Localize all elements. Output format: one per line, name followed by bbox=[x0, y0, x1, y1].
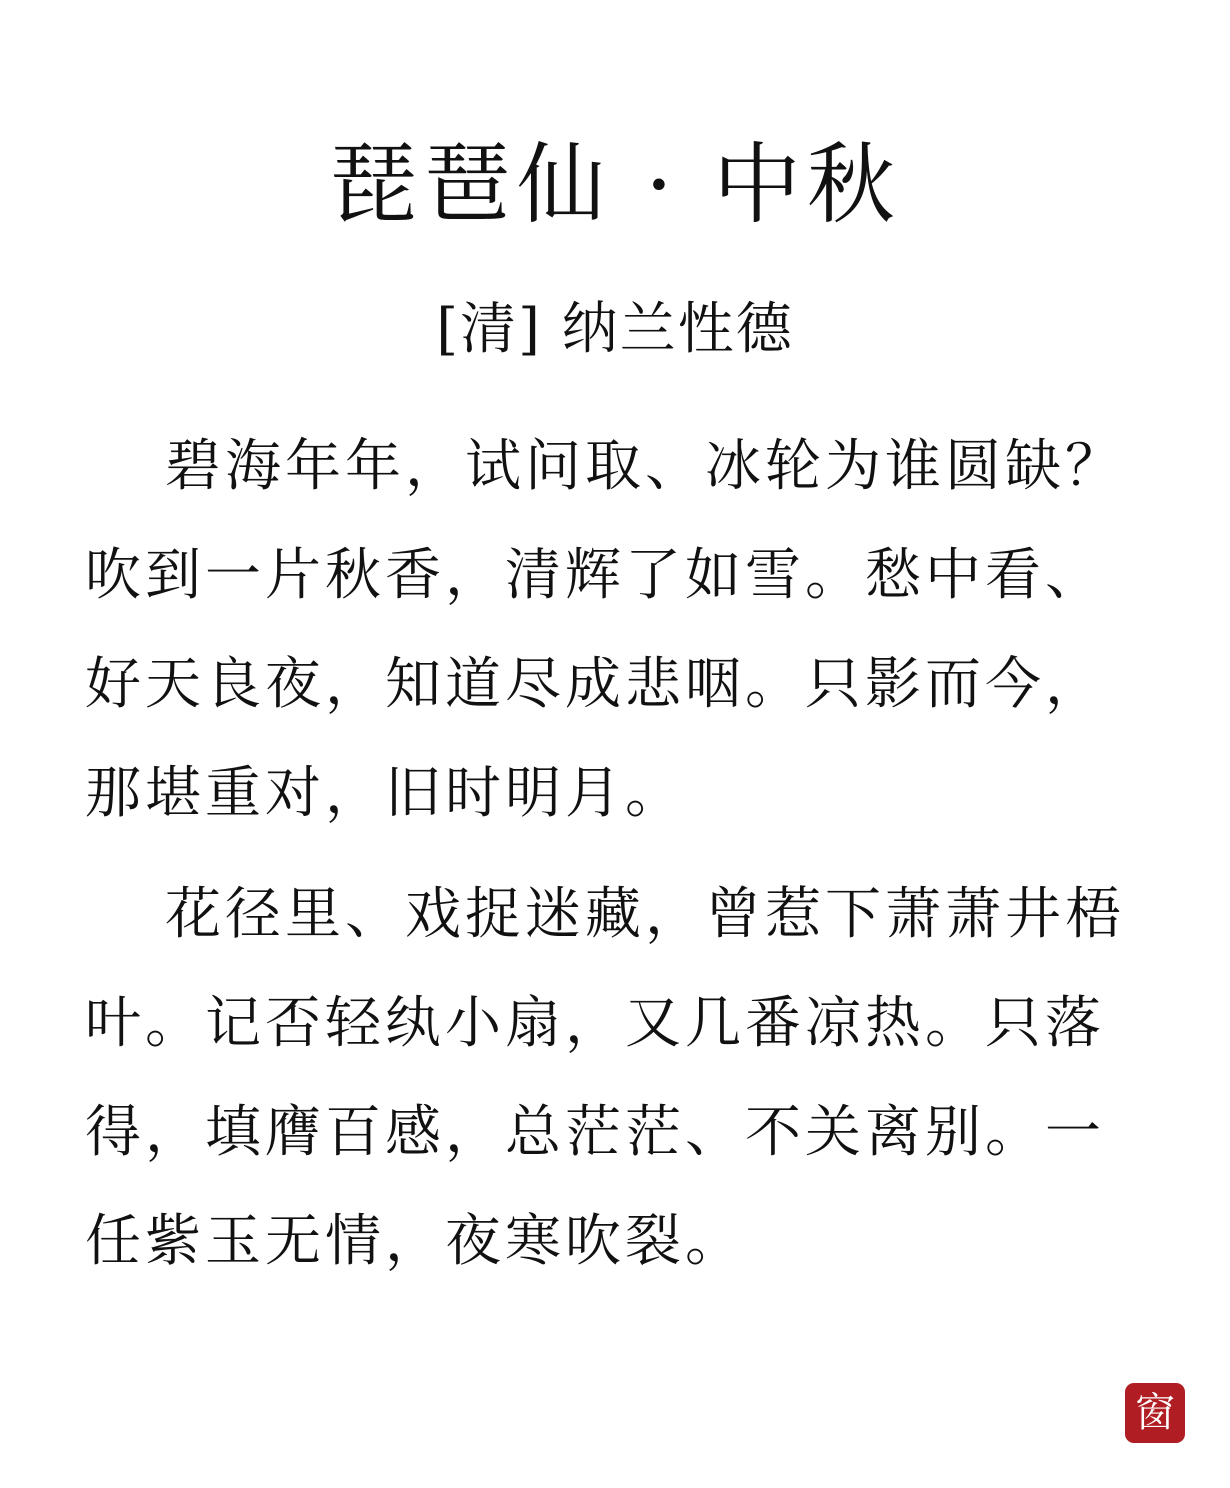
seal-stamp: 窗 bbox=[1125, 1383, 1185, 1443]
poem-author: [清] 纳兰性德 bbox=[436, 297, 794, 362]
poem-stanza-2: 花径里、戏捉迷藏，曾惹下萧萧井梧叶。记否轻纨小扇，又几番凉热。只落得，填膺百感，总茫茫、不关离别。一任紫玉无情，夜寒吹裂。 bbox=[85, 882, 1125, 1274]
poem-title: 琵琶仙 · 中秋 bbox=[329, 133, 901, 236]
poem-stanza-1: 碧海年年，试问取、冰轮为谁圆缺？吹到一片秋香，清辉了如雪。愁中看、好天良夜，知道尽成悲咽。只影而今，那堪重对，旧时明月。 bbox=[85, 434, 1125, 826]
